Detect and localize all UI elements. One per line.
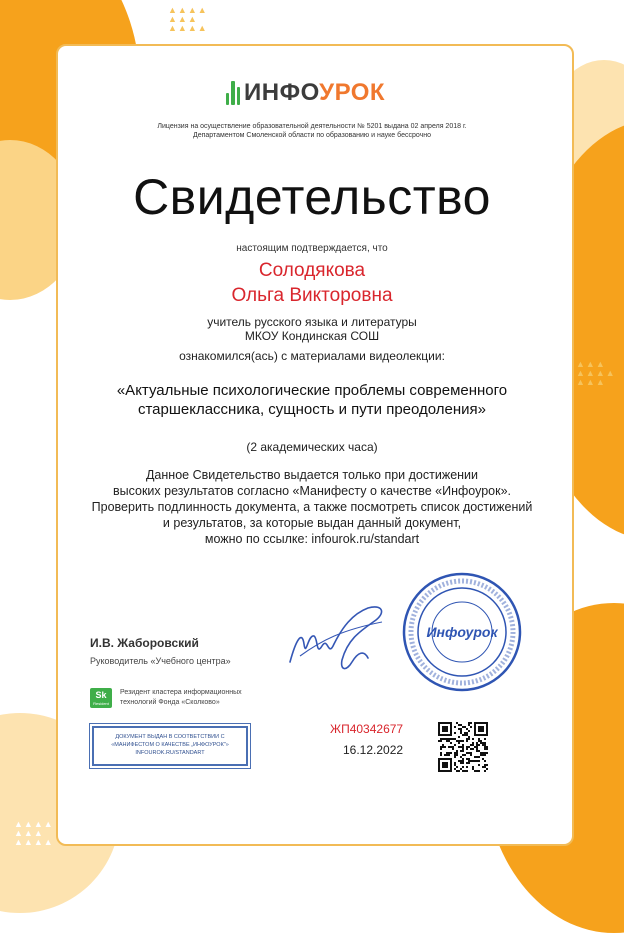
recipient-given-name: Ольга Викторовна [231,285,393,306]
verification-info: Данное Свидетельство выдается только при достижении высоких результатов согласно «Манифесту о качестве «Инфоурок». Проверить подлинность документа, а также посмотреть список достижений и результатов, за которые выдан данный документ, можно по ссылке: infourok.ru/standart [91,468,533,546]
confirmation-text: настоящим подтверждается, что [236,243,388,254]
handwritten-signature [282,600,392,680]
qr-code [438,722,488,772]
recipient-surname: Солодякова [258,260,366,281]
signer-role: Руководитель «Учебного центра» [90,656,231,666]
infourok-logo: ИНФОУРОК [226,78,385,108]
document-number: ЖП40342677 [330,722,404,736]
lecture-title: «Актуальные психологические проблемы современного старшеклассника, сущность и пути преодоления» [116,382,508,418]
stamp-center-text: Инфоурок [426,624,498,640]
skolkovo-resident-text: Резидент кластера информационных технологий Фонда «Сколково» [120,689,242,706]
triangle-pattern-decoration: ▲▲▲▲ ▲▲▲ ▲▲▲▲ [548,5,588,33]
triangle-pattern-decoration: ▲▲▲▲ ▲▲▲ ▲▲▲▲ [168,5,208,33]
recipient-position: учитель русского языка и литературы МКОУ Кондинская СОШ [207,315,417,343]
acquaintance-text: ознакомился(ась) с материалами видеолекции: [179,349,445,363]
license-text: Лицензия на осуществление образовательной деятельности № 5201 выдана 02 апреля 2018 г. Департаментом Смоленской области по образованию и науке бессрочно [157,123,467,139]
signer-name: И.В. Жаборовский [90,636,199,650]
document-date: 16.12.2022 [343,743,404,757]
infourok-logo-icon [226,81,240,105]
triangle-pattern-decoration: ▲▲▲ ▲▲▲▲ ▲▲▲ [576,359,616,387]
skolkovo-logo: Sk Resident [90,688,112,708]
official-stamp [400,570,524,694]
certificate-title: Свидетельство [133,169,491,225]
academic-hours: (2 академических часа) [246,440,378,454]
manifest-stamp-box: ДОКУМЕНТ ВЫДАН В СООТВЕТСТВИИ С «МАНИФЕСТОМ О КАЧЕСТВЕ „ИНФОУРОК"» INFOUROK.RU/STANDART [92,726,248,766]
triangle-pattern-decoration: ▲▲▲▲ ▲▲▲ ▲▲▲▲ [14,819,54,847]
